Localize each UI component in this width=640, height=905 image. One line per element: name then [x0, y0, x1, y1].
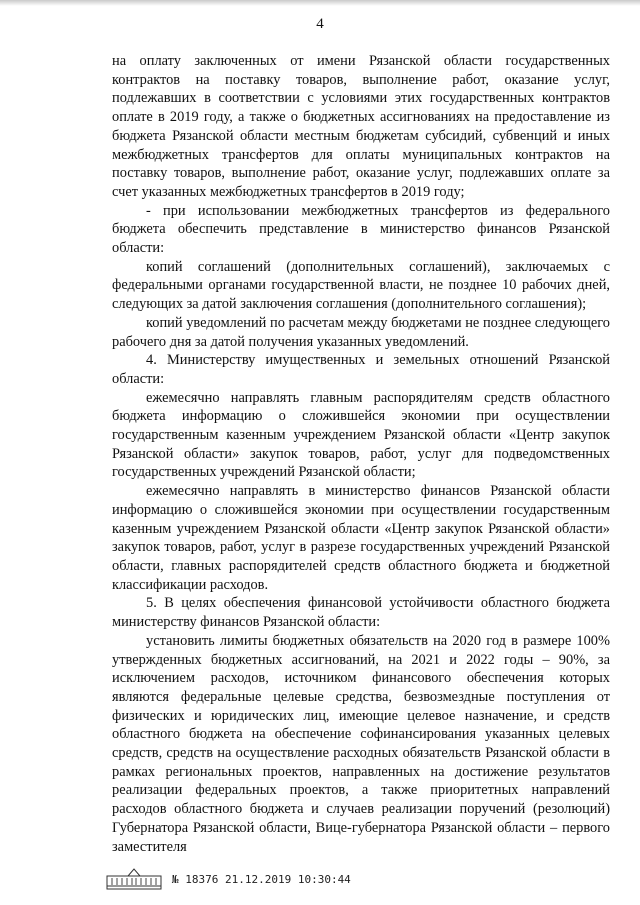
registration-stamp: № 18376 21.12.2019 10:30:44 [172, 872, 351, 886]
paragraph-3: копий соглашений (дополнительных соглашений), заключаемых с федеральными органами государственной власти, не позднее 10 рабочих дней, следующих за датой заключения соглашения (дополнительного соглашения); [112, 258, 610, 313]
paragraph-7: ежемесячно направлять в министерство финансов Рязанской области информацию о сложившейся экономии при осуществлении государственным казенным учреждением Рязанской области «Центр закупок Рязанской области» закупок товаров, работ, услуг в разрезе государственных учреждений Рязанской области, главных распорядителей средств областного бюджета и бюджетной классификации расходов. [112, 483, 610, 593]
paragraph-4: копий уведомлений по расчетам между бюджетами не позднее следующего рабочего дня за датой получения указанных уведомлений. [112, 314, 610, 350]
page-number: 4 [316, 16, 324, 32]
document-body [112, 52, 610, 856]
paragraph-2: - при использовании межбюджетных трансфертов из федерального бюджета обеспечить представление в министерство финансов Рязанской области: [112, 202, 610, 257]
paragraph-8: 5. В целях обеспечения финансовой устойчивости областного бюджета министерству финансов Рязанской области: [112, 595, 610, 631]
scan-edge-shadow [0, 0, 640, 6]
paragraph-1: на оплату заключенных от имени Рязанской области государственных контрактов на поставку товаров, выполнение работ, оказание услуг, подлежавших в соответствии с условиями этих государственных контрактов оплате в 2019 году, а также о бюджетных ассигнованиях на предоставление из бюджета Рязанской области местным бюджетам субсидий, субвенций и иных межбюджетных трансфертов для оплаты муниципальных контрактов на поставку товаров, выполнение работ, оказание услуг, подлежавших оплате за счет указанных межбюджетных трансфертов в 2019 году; [112, 53, 610, 200]
paragraph-5: 4. Министерству имущественных и земельных отношений Рязанской области: [112, 352, 610, 387]
building-emblem-icon [106, 868, 162, 890]
paragraph-6: ежемесячно направлять главным распорядителям средств областного бюджета информацию о сложившейся экономии при осуществлении государственным казенным учреждением Рязанской области «Центр закупок Рязанской области» закупок товаров, работ, услуг для подведомственных государственных учреждений Рязанской области; [112, 389, 610, 481]
registration-footer [106, 868, 351, 890]
paragraph-9: установить лимиты бюджетных обязательств на 2020 год в размере 100% утвержденных бюджетных ассигнований, на 2021 и 2022 годы – 90%, за исключением расходов, источником финансового обеспечения которых являются федеральные целевые средства, безвозмездные поступления от физических и юридических лиц, имеющие целевое назначение, и средств областного бюджета на обеспечение софинансирования указанных целевых средств, средств на осуществление расходных обязательств Рязанской области в рамках региональных проектов, направленных на достижение результатов реализации федеральных проектов, а также приоритетных направлений расходов областного бюджета и случаев реализации поручений (резолюций) Губернатора Рязанской области, Вице-губернатора Рязанской области – первого заместителя [112, 632, 610, 855]
